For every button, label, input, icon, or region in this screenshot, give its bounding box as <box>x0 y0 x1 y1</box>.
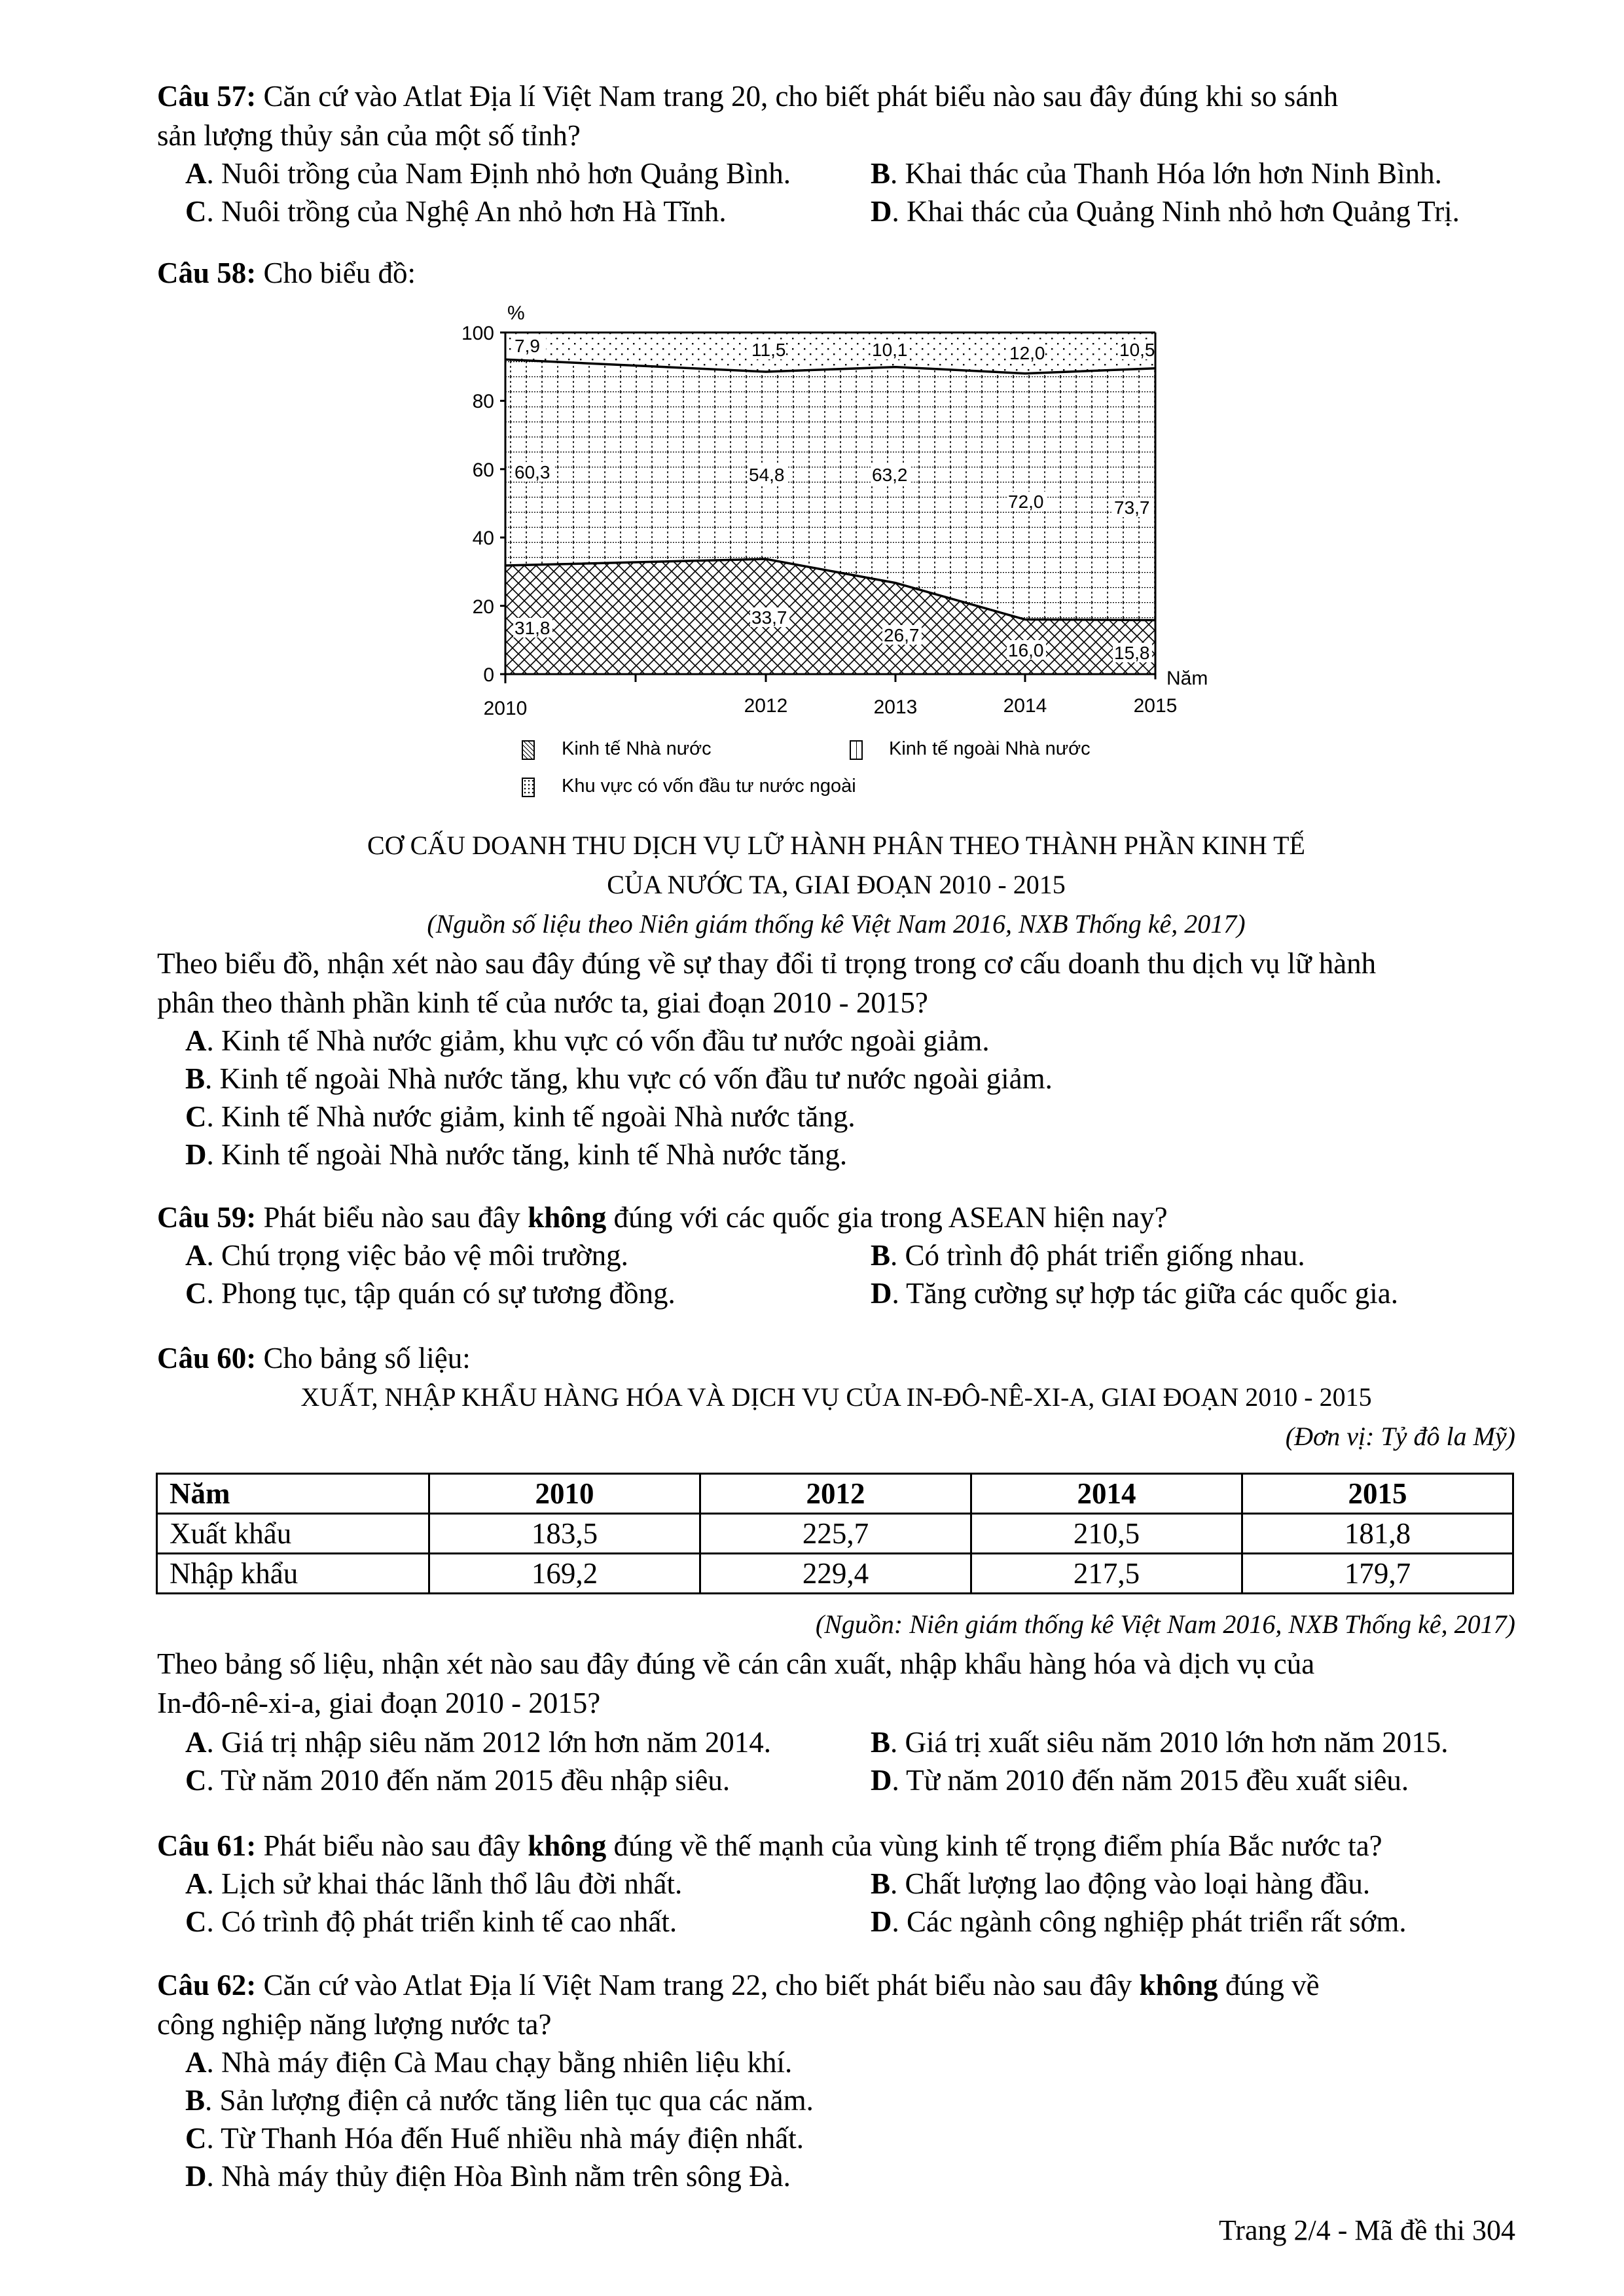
option-key: C <box>185 1100 207 1133</box>
question-58-label: Câu 58: <box>157 257 257 289</box>
svg-text:15,8: 15,8 <box>1114 643 1150 663</box>
option-text: . Từ năm 2010 đến năm 2015 đều xuất siêu. <box>892 1764 1409 1797</box>
svg-text:100: 100 <box>461 323 494 344</box>
svg-text:54,8: 54,8 <box>749 465 785 485</box>
svg-text:0: 0 <box>483 664 494 686</box>
question-59 <box>157 1198 1168 1237</box>
table-cell: 169,2 <box>429 1554 700 1594</box>
table-cell: 179,7 <box>1242 1554 1513 1594</box>
table-cell: 181,8 <box>1242 1514 1513 1554</box>
question-60 <box>157 1338 471 1378</box>
option-61-c[interactable] <box>185 1902 677 1941</box>
svg-text:60,3: 60,3 <box>514 462 550 482</box>
svg-text:11,5: 11,5 <box>751 340 786 360</box>
option-text: . Kinh tế Nhà nước giảm, kinh tế ngoài Nhà nước tăng. <box>206 1100 856 1133</box>
svg-text:2010: 2010 <box>483 698 528 719</box>
question-60-text: Theo bảng số liệu, nhận xét nào sau đây đúng về cán cân xuất, nhập khẩu hàng hóa và dịch vụ của <box>157 1647 1315 1680</box>
table-unit: (Đơn vị: Tỷ đô la Mỹ) <box>1285 1422 1515 1451</box>
option-key: A <box>185 1867 207 1900</box>
option-key: B <box>871 1867 891 1900</box>
option-key: A <box>185 1239 207 1272</box>
svg-text:63,2: 63,2 <box>872 465 908 485</box>
option-key: A <box>185 2046 207 2079</box>
svg-text:10,5: 10,5 <box>1119 340 1155 360</box>
question-61-text-end: đúng về thế mạnh của vùng kinh tế trọng điểm phía Bắc nước ta? <box>606 1829 1382 1862</box>
option-60-a[interactable] <box>185 1723 771 1762</box>
option-key: A <box>185 1726 207 1759</box>
option-text: . Khai thác của Quảng Ninh nhỏ hơn Quảng Trị. <box>892 195 1460 228</box>
option-key: C <box>185 195 207 228</box>
option-text: . Sản lượng điện cả nước tăng liên tục qua các năm. <box>205 2084 814 2117</box>
option-key: B <box>185 1062 206 1095</box>
question-62-label: Câu 62: <box>157 1969 257 2001</box>
option-text: . Nuôi trồng của Nam Định nhỏ hơn Quảng Bình. <box>206 157 791 190</box>
svg-text:73,7: 73,7 <box>1114 497 1150 518</box>
page-footer: Trang 2/4 - Mã đề thi 304 <box>1218 2214 1515 2246</box>
option-key: D <box>871 1905 892 1938</box>
option-key: C <box>185 1905 207 1938</box>
option-key: D <box>871 1764 892 1797</box>
option-61-b[interactable] <box>871 1864 1370 1903</box>
question-59-text-end: đúng với các quốc gia trong ASEAN hiện nay? <box>606 1201 1168 1234</box>
table-header-cell: 2012 <box>700 1474 971 1514</box>
option-text: . Nuôi trồng của Nghệ An nhỏ hơn Hà Tĩnh. <box>206 195 727 228</box>
option-text: . Nhà máy điện Cà Mau chạy bằng nhiên liệu khí. <box>206 2046 793 2079</box>
question-62-text-line2: công nghiệp năng lượng nước ta? <box>157 2008 552 2041</box>
option-62-c[interactable] <box>185 2119 804 2158</box>
option-text: . Kinh tế ngoài Nhà nước tăng, kinh tế Nhà nước tăng. <box>206 1138 848 1171</box>
svg-text:2012: 2012 <box>744 695 788 717</box>
legend-item-non-state: Kinh tế ngoài Nhà nước <box>889 738 1091 759</box>
option-60-c[interactable] <box>185 1761 730 1800</box>
chart-source: (Nguồn số liệu theo Niên giám thống kê Việt Nam 2016, NXB Thống kê, 2017) <box>427 909 1246 939</box>
table-row <box>157 1554 1513 1594</box>
table-cell: 229,4 <box>700 1554 971 1594</box>
table-cell: 183,5 <box>429 1514 700 1554</box>
option-text: . Chất lượng lao động vào loại hàng đầu. <box>890 1867 1371 1900</box>
question-62 <box>157 1965 1515 2005</box>
option-60-b[interactable] <box>871 1723 1449 1762</box>
option-key: C <box>185 2122 207 2155</box>
option-58-d[interactable] <box>185 1135 847 1174</box>
legend-item-foreign: Khu vực có vốn đầu tư nước ngoài <box>562 776 856 797</box>
question-59-text: Phát biểu nào sau đây <box>263 1201 528 1234</box>
option-59-b[interactable] <box>871 1236 1305 1275</box>
svg-text:33,7: 33,7 <box>751 607 787 628</box>
table-header-cell: 2010 <box>429 1474 700 1514</box>
option-62-b[interactable] <box>185 2081 814 2120</box>
option-key: A <box>185 157 207 190</box>
option-59-c[interactable] <box>185 1274 676 1313</box>
option-text: . Giá trị xuất siêu năm 2010 lớn hơn năm 2015. <box>890 1726 1449 1759</box>
chart-title-line2: CỦA NƯỚC TA, GIAI ĐOẠN 2010 - 2015 <box>607 870 1066 899</box>
option-62-a[interactable] <box>185 2043 792 2082</box>
svg-text:40: 40 <box>472 528 494 549</box>
table-header-cell: 2014 <box>971 1474 1242 1514</box>
table-header-row <box>157 1474 1513 1514</box>
question-61-text: Phát biểu nào sau đây <box>263 1829 528 1862</box>
option-59-d[interactable] <box>871 1274 1398 1313</box>
table-source: (Nguồn: Niên giám thống kê Việt Nam 2016, NXB Thống kê, 2017) <box>815 1609 1515 1639</box>
option-text: . Nhà máy thủy điện Hòa Bình nằm trên sông Đà. <box>206 2160 791 2193</box>
question-61 <box>157 1826 1382 1865</box>
option-61-a[interactable] <box>185 1864 682 1903</box>
question-58-text: Theo biểu đồ, nhận xét nào sau đây đúng về sự thay đổi tỉ trọng trong cơ cấu doanh thu dịch vụ lữ hành <box>157 947 1377 980</box>
table-cell: Xuất khẩu <box>157 1514 429 1554</box>
question-61-emphasis: không <box>528 1829 607 1862</box>
option-key: D <box>185 1138 207 1171</box>
question-60-text-line2: In-đô-nê-xi-a, giai đoạn 2010 - 2015? <box>157 1687 601 1719</box>
question-60-label: Câu 60: <box>157 1342 257 1374</box>
table-cell: 217,5 <box>971 1554 1242 1594</box>
option-key: D <box>185 2160 207 2193</box>
option-text: . Kinh tế ngoài Nhà nước tăng, khu vực có vốn đầu tư nước ngoài giảm. <box>205 1062 1053 1095</box>
table-header-cell: Năm <box>157 1474 429 1514</box>
legend-swatch-crosshatch-icon <box>522 740 535 760</box>
question-62-text: Căn cứ vào Atlat Địa lí Việt Nam trang 22, cho biết phát biểu nào sau đây <box>263 1969 1140 2001</box>
svg-text:80: 80 <box>472 391 494 412</box>
option-key: A <box>185 1024 207 1057</box>
option-text: . Giá trị nhập siêu năm 2012 lớn hơn năm 2014. <box>206 1726 771 1759</box>
legend-swatch-grid-icon <box>850 740 863 760</box>
table-header-cell: 2015 <box>1242 1474 1513 1514</box>
table-row <box>157 1514 1513 1554</box>
chart-title-line1: CƠ CẤU DOANH THU DỊCH VỤ LỮ HÀNH PHÂN THEO THÀNH PHẦN KINH TẾ <box>367 831 1305 860</box>
option-text: . Từ Thanh Hóa đến Huế nhiều nhà máy điện nhất. <box>206 2122 804 2155</box>
option-58-c[interactable] <box>185 1097 856 1136</box>
svg-text:7,9: 7,9 <box>514 336 540 356</box>
option-key: C <box>185 1764 207 1797</box>
option-text: . Có trình độ phát triển giống nhau. <box>890 1239 1305 1272</box>
option-text: . Từ năm 2010 đến năm 2015 đều nhập siêu. <box>206 1764 731 1797</box>
svg-text:72,0: 72,0 <box>1008 492 1044 512</box>
option-text: . Các ngành công nghiệp phát triển rất sớm. <box>892 1905 1407 1938</box>
option-text: . Có trình độ phát triển kinh tế cao nhất. <box>206 1905 677 1938</box>
option-key: B <box>871 1726 891 1759</box>
option-61-d[interactable] <box>871 1902 1407 1941</box>
question-59-emphasis: không <box>528 1201 607 1234</box>
option-text: . Phong tục, tập quán có sự tương đồng. <box>206 1277 676 1310</box>
option-text: . Chú trọng việc bảo vệ môi trường. <box>206 1239 628 1272</box>
option-key: B <box>871 157 891 190</box>
option-key: B <box>185 2084 206 2117</box>
option-60-d[interactable] <box>871 1761 1409 1800</box>
y-axis-unit: % <box>507 302 525 324</box>
question-58-intro: Cho biểu đồ: <box>263 257 416 289</box>
question-57-label: Câu 57: <box>157 80 257 113</box>
option-58-b[interactable] <box>185 1059 1053 1098</box>
svg-text:10,1: 10,1 <box>872 340 908 360</box>
question-59-label: Câu 59: <box>157 1201 257 1234</box>
option-key: D <box>871 195 892 228</box>
svg-text:20: 20 <box>472 596 494 618</box>
svg-text:16,0: 16,0 <box>1008 640 1044 660</box>
question-61-label: Câu 61: <box>157 1829 257 1862</box>
option-text: . Kinh tế Nhà nước giảm, khu vực có vốn đầu tư nước ngoài giảm. <box>206 1024 990 1057</box>
legend-swatch-dots-icon <box>522 778 535 797</box>
svg-text:2013: 2013 <box>873 696 918 718</box>
option-text: . Lịch sử khai thác lãnh thổ lâu đời nhất. <box>206 1867 683 1900</box>
question-62-text-end: đúng về <box>1218 1969 1320 2001</box>
svg-text:2014: 2014 <box>1003 695 1047 717</box>
option-58-a[interactable] <box>185 1021 990 1060</box>
question-58-text-line2: phân theo thành phần kinh tế của nước ta, giai đoạn 2010 - 2015? <box>157 986 928 1019</box>
option-59-a[interactable] <box>185 1236 628 1275</box>
stacked-area-chart <box>0 0 1624 851</box>
svg-text:12,0: 12,0 <box>1009 343 1045 363</box>
svg-text:26,7: 26,7 <box>884 625 920 645</box>
question-60-intro: Cho bảng số liệu: <box>263 1342 471 1374</box>
table-cell: 225,7 <box>700 1514 971 1554</box>
question-57-text-line2: sản lượng thủy sản của một số tỉnh? <box>157 119 581 152</box>
option-key: B <box>871 1239 891 1272</box>
svg-text:2015: 2015 <box>1133 695 1178 717</box>
option-key: D <box>871 1277 892 1310</box>
option-62-d[interactable] <box>185 2157 791 2196</box>
legend-item-state: Kinh tế Nhà nước <box>562 738 712 759</box>
x-axis-title: Năm <box>1166 668 1208 689</box>
option-key: C <box>185 1277 207 1310</box>
option-text: . Khai thác của Thanh Hóa lớn hơn Ninh Bình. <box>890 157 1442 190</box>
table-cell: 210,5 <box>971 1514 1242 1554</box>
table-cell: Nhập khẩu <box>157 1554 429 1594</box>
x-axis-ticks <box>636 674 1025 682</box>
option-text: . Tăng cường sự hợp tác giữa các quốc gia. <box>892 1277 1398 1310</box>
data-table <box>156 1473 1514 1594</box>
question-62-emphasis: không <box>1139 1969 1218 2001</box>
svg-text:60: 60 <box>472 459 494 481</box>
table-title: XUẤT, NHẬP KHẨU HÀNG HÓA VÀ DỊCH VỤ CỦA IN-ĐÔ-NÊ-XI-A, GIAI ĐOẠN 2010 - 2015 <box>300 1382 1372 1412</box>
svg-text:31,8: 31,8 <box>514 618 550 638</box>
question-57-text: Căn cứ vào Atlat Địa lí Việt Nam trang 20, cho biết phát biểu nào sau đây đúng khi so sánh <box>263 80 1339 113</box>
